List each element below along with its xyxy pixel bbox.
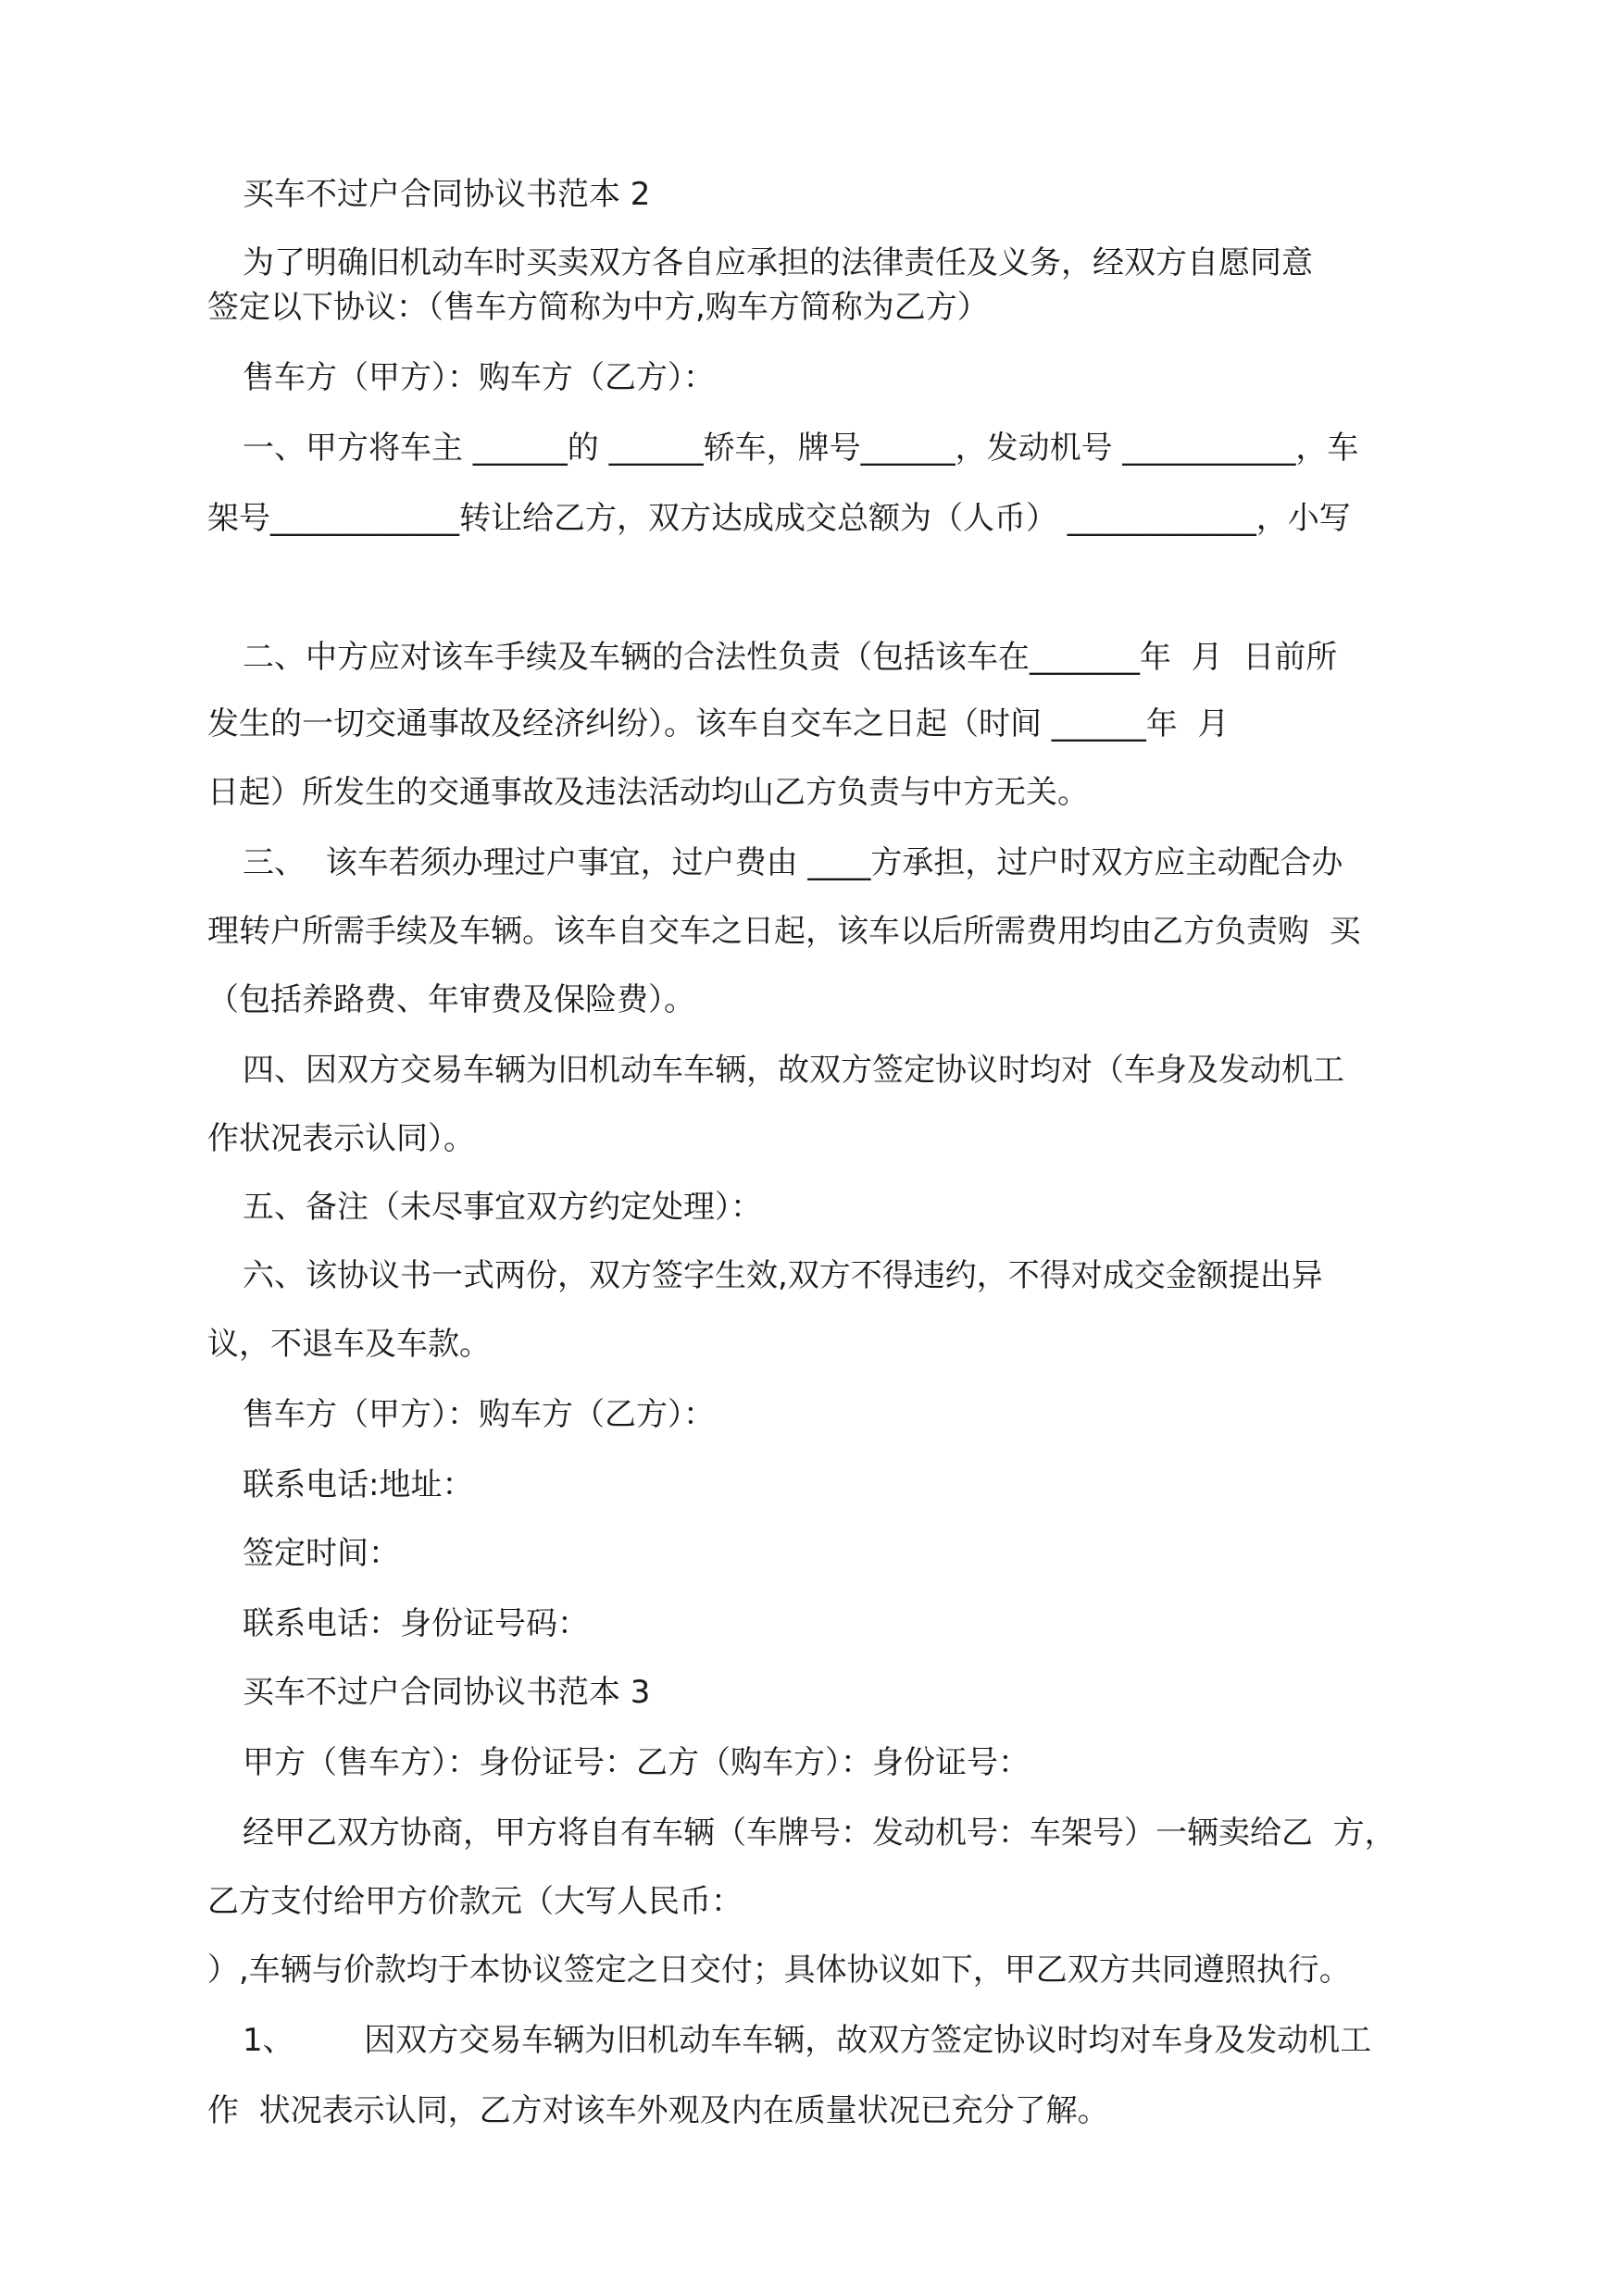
contact-address-line: 联系电话:地址： — [243, 1466, 474, 1503]
contact-id-line: 联系电话：身份证号码： — [243, 1605, 589, 1642]
paragraph-line: 签定以下协议：（售车方简称为中方,购车方简称为乙方） — [207, 289, 989, 326]
clause-5-line: 五、备注（未尽事宜双方约定处理）： — [243, 1189, 762, 1226]
clause-4-line: 四、因双方交易车辆为旧机动车车辆，故双方签定协议时均对（车身及发动机工 — [243, 1052, 1344, 1089]
clause-2-line: 发生的一切交通事故及经济纠纷）。该车自交车之日起（时间 ______年 月 — [207, 705, 1230, 742]
clause-1-line: 一、甲方将车主 ______的 ______轿车，牌号______，发动机号 ___________，车 — [243, 430, 1359, 467]
parties-id-line: 甲方（售车方）：身份证号：乙方（购车方）：身份证号： — [243, 1744, 1030, 1781]
clause-2-line: 日起）所发生的交通事故及违法活动均山乙方负责与中方无关。 — [207, 774, 1089, 811]
numbered-clause-1-line: 作 状况表示认同，乙方对该车外观及内在质量状况已充分了解。 — [207, 2092, 1109, 2129]
section-title-3: 买车不过户合同协议书范本 3 — [243, 1674, 651, 1711]
clause-6-line: 议，不退车及车款。 — [207, 1326, 491, 1363]
clause-4-line: 作状况表示认同）。 — [207, 1120, 475, 1157]
clause-6-line: 六、该协议书一式两份，双方签字生效,双方不得违约，不得对成交金额提出异 — [243, 1257, 1323, 1294]
section-title-2: 买车不过户合同协议书范本 2 — [243, 176, 651, 213]
clause-2-line: 二、中方应对该车手续及车辆的合法性负责（包括该车在_______年 月 日前所 — [243, 639, 1338, 676]
clause-3-line: 三、 该车若须办理过户事宜，过户费由 ____方承担，过户时双方应主动配合办 — [243, 844, 1343, 881]
parties-line: 售车方（甲方）：购车方（乙方）： — [243, 359, 715, 396]
paragraph-line: 乙方支付给甲方价款元（大写人民币： — [207, 1883, 743, 1920]
signature-parties-line: 售车方（甲方）：购车方（乙方）： — [243, 1396, 715, 1433]
clause-3-line: （包括养路费、年审费及保险费）。 — [207, 981, 695, 1018]
clause-1-line: 架号____________转让给乙方，双方达成成交总额为（人币） ____________，小写 — [207, 500, 1351, 537]
clause-3-line: 理转户所需手续及车辆。该车自交车之日起，该车以后所需费用均由乙方负责购 买 — [207, 913, 1361, 950]
numbered-clause-1-line: 1、 因双方交易车辆为旧机动车车辆，故双方签定协议时均对车身及发动机工 — [243, 2022, 1372, 2059]
paragraph-line: 为了明确旧机动车时买卖双方各自应承担的法律责任及义务，经双方自愿同意 — [243, 244, 1313, 281]
paragraph-line: ）,车辆与价款均于本协议签定之日交付；具体协议如下，甲乙双方共同遵照执行。 — [207, 1952, 1351, 1989]
paragraph-line: 经甲乙双方协商，甲方将自有车辆（车牌号：发动机号：车架号）一辆卖给乙 方， — [243, 1815, 1396, 1852]
sign-date-line: 签定时间： — [243, 1535, 400, 1572]
